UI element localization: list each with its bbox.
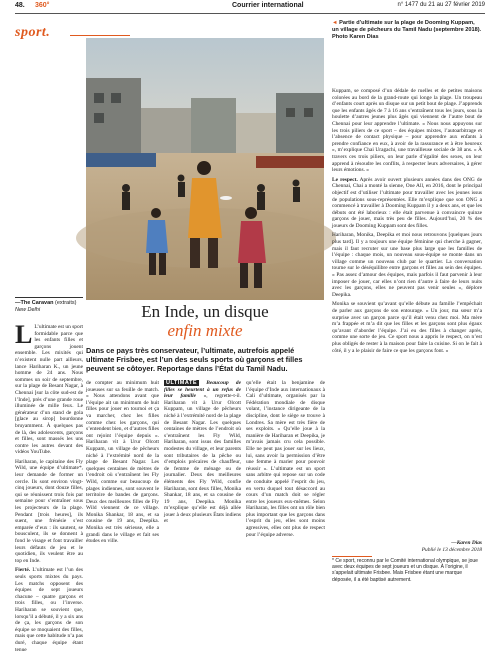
paragraph-2: Hariharan, le capitaine des Fly Wild, une équipe d’ultimate*, leur demande de former un cercle. Ils sont environ vingt-cinq joueurs, dont douze filles, qui se réunissent trois fois par semaine pour s’entraîner sous les projecteurs de la plage. Pendant [trois heures], ils suent, une frénésie s’est emparée d’eux : ils sautent, se bousculent, ils se donnent à fond le visage et font travailler leurs défauts de jeu et le quotidien, ils veulent être au top en Inde. — [15, 458, 83, 564]
caption-text: Partie d’ultimate sur la plage de Dooming Kuppam, un village de pêcheurs du Tamil Nadu (septembre 2018). Photo Karen Dias — [332, 20, 482, 40]
paragraph-1 — [15, 320, 83, 456]
article-lede: Dans ce pays très conservateur, l’ultimate, autrefois appelé ultimate Frisbee, est l’un des seuls sports où garçons et filles peuvent se côtoyer. Reportage dans l’État du Tamil Nadu. — [86, 346, 303, 373]
ultimate-tag: ULTIMATE — [166, 380, 197, 386]
photo-caption — [332, 20, 482, 41]
beach-scene-photo — [86, 38, 324, 300]
column-3-text: », regrette-t-il. Hariharan vit à Urur Olcott Kuppam, un village de pêcheurs niché à l’extrémité nord de la plage de Besant Nagar. Les quelques centaines de mètres de l’endroit où s’entraînent les Fly Wild, Hariharan, sont issus des familles modestes du village, et leur parents sont tributaires de la pêche ou d’emplois précaires de chauffeur, de femme de ménage ou de journalier. Deux des meilleures éléments des Fly Wild, confie Hariharan, sont deux filles, Monika Shankar, 18 ans, et sa cousine de 19 ans, Deepika. Monika m’explique qu’elle est déjà allée jouer à deux plusieurs États indiens et — [164, 393, 241, 525]
header-rule — [15, 13, 485, 14]
column-2 — [86, 380, 159, 586]
column-4-text: qu’elle était la benjamine de l’équipe d’Inde aux internationaux à Cali d’ultimate, organisés par la Fédération mondiale de disque volant, l’instance dirigeante de la discipline, dont le siège se trouve à Londres. Sa mère est très fière de ses exploits. « Qu’elle joue à la manière de Hariharan et Deepika, je m’avais jamais cru cela possible. Elle ne peut pas jouer sur les lieux, lui, sans avoir la permission d’être une femme à marier pour pouvoir réussir ». L’ultimate est un sport sans arbitre qui repose sur un code de conduite appelé l’esprit du jeu, en vertu duquel tout désaccord au cours d’un match doit se régler entre les joueurs eux-mêmes. Selon Hariharan, les filles ont un rôle bien plus important que les garçons dans l’esprit du jeu, elles sont moins agressives, elles ont plus de respect pour l’équipe adverse. — [246, 380, 325, 538]
paragraph-1-text: L’ultimate est un sport formidable parce que les enfants filles et garçons jouent ensemble. Les mixités qui n’existent nulle part ailleurs, lance Hariharan K., un jeune homme de 24 ans. Nous sommes un soir de septembre, sur la plage de Besant Nagar, à Chennai [sur la côte sud-est de l’Inde], près d’une grande roue illuminée de mille feux. Le générateur d’un stand de gola [glace au sirop] bourdonne bruyamment. À quelques pas de là, des adolescents, garçons et filles, sont massés les uns contre les autres devant des vidéos YouTube. — [15, 324, 83, 456]
column-5-para-2-lead: Le respect. — [332, 176, 358, 183]
publish-date: Publié le 13 décembre 2018 — [421, 547, 482, 553]
column-1 — [15, 320, 83, 653]
source-extra: (extraits) — [55, 300, 77, 306]
drop-cap: L — [15, 320, 33, 349]
column-5-para-4: Monika se souvient qu’avant qu’elle débute au famille l’empêchait de parler aux garçons de son entourage. « Un jour, ma sœur m’a surprise avec un garçon parce qu’il était venu chez moi. Ma mère m’a frappée et m’a dit que les filles et les garçons sont plus égaux qu’avant d’aborder l’équipe. J’ai eu des filles à changer après, comme une sorte de jeu. Ce sport nous a appris le respect, on n’est plus obligés de rester à la maison pour faire la cuisine. Si on le fait à côté, il y a le plaisir de faire ce que les garçons font. » — [332, 301, 482, 354]
article-signature — [332, 540, 482, 554]
section-dash — [70, 35, 130, 36]
article-headline — [86, 302, 324, 340]
issue-info: n° 1477 du 21 au 27 février 2019 — [397, 2, 485, 8]
footnote-rule — [332, 556, 372, 557]
paragraph-3-text: L’ultimate est l’un des seuls sports mixtes du pays. Les matchs opposent des équipes de sept joueurs chacune – quatre garçons et trois filles, ou l’inverse. Hariharan se souvient que, lorsqu’il a débuté, il y a six ans de ça, les garçons de son équipe se moquaient des filles, mais que cette habitude n’a pas duré, chaque équipe étant tenue — [15, 567, 83, 653]
publication-name: Courrier international — [232, 2, 304, 9]
page-number: 48. — [15, 2, 25, 9]
column-5 — [332, 88, 482, 538]
column-3 — [164, 380, 241, 586]
main-photo — [86, 38, 324, 300]
column-5-para-2 — [332, 177, 482, 230]
source-credit — [15, 300, 83, 314]
author-name: —Karen Dias — [451, 540, 482, 546]
section-title: sport. — [15, 25, 51, 40]
source-city: New Delhi — [15, 307, 41, 313]
credit-rule — [15, 297, 83, 298]
footnote: * Ce sport, reconnu par le Comité international olympique, se joue avec deux équipes de sept joueurs et un disque. À l’origine, il s’appelait ultimate Frisbee. Mais Frisbee étant une marque déposée, il a été baptisé autrement. — [332, 558, 478, 583]
headline-line-2: enfin mixte — [167, 321, 243, 340]
source-name: —The Caravan — [15, 300, 54, 306]
column-5-para-1: Kuppam, se composé d’un dédale de ruelles et de petites maisons colorées au bord de la grand-route qui longe la plage. Un troupeau d’enfants court après un disque sur un petit bout de plage. J’apprends que les enfants âgés de 7 à 16 ans s’entraînent tous les jours, sous la houlette d’autres jeunes plus âgés qui viennent de l’autre bout de Chennai pour leur apprendre l’ultimate. « Nous nous appuyons sur les trois piliers de ce sport – des équipes mixtes, l’autoarbitrage et l’absence de contact physique – pour apprendre aux enfants à prendre confiance en eux, à avoir de la rassurance et à être heureux », m’explique Chai Uragachi, une travailleuse sociale de 38 ans. « À travers ces trois piliers, on leur parle d’égalité des sexes, on leur apprend à résoudre les conflits, à respecter leurs adversaires, à gérer leurs émotions. » — [332, 88, 482, 174]
paragraph-3-lead: Fierté. — [15, 567, 31, 574]
section-badge: 360° — [35, 2, 50, 9]
column-2-text: de compter au minimum huit joueuses sur sa feuille de match. « Nous attendons avant que l’équipe ait un minimum de huit filles pour jouer en tournoi et ça va marcher, chez les filles comme chez les garçons, qui s’entendent bien, et d’autres filles ont rejoint l’équipe depuis ». Hariharan vit à Urur Olcott Kuppam, un village de pêcheurs niché à l’extrémité nord de la plage de Besant Nagar. Les quelques centaines de mètres de l’endroit où s’entraînent les Fly Wild, comme sur beaucoup de plages indiennes, sont souvent le territoire de bandes de garçons. Deux des meilleures filles de Fly Wild viennent de ce village. Monika Shankar, 18 ans, et sa cousine de 19 ans, Deepika. Monika est très sérieuse, elle a grandi dans le village et fait ses études en ville. — [86, 380, 159, 545]
column-4 — [246, 380, 325, 586]
paragraph-3 — [15, 567, 83, 653]
column-3-pullquote: Beaucoup de filles se heurtent à un refus de leur famille — [164, 380, 241, 400]
headline-line-1: En Inde, un disque — [141, 302, 269, 321]
column-5-para-2-text: Après avoir ouvert plusieurs années dans des ONG de Chennai, Chai a monté la sienne, One All, en 2016, dont le principal objectif est d’utiliser l’ultimate pour travailler avec les jeunes issus de populations sous-représentées. Elle m’explique que son ONG a commencé à travailler à Dooming Kuppam il y a deux ans, et que les débuts ont été laborieux : elle était parvenue à convaincre quinze garçons de jouer, mais très peu de filles. Aujourd’hui, 20 % des joueurs de Dooming Kuppam sont des filles. — [332, 176, 482, 229]
column-5-para-3: Hariharan, Monika, Deepika et moi nous retrouvons [quelques jours plus tard]. Il y a toujours une équipe féminine qui cherche à gagner, mais il faut recruter sur une base plus large que les familles de l’équipe : chaque mois, un nouveau sous-équipe se monte dans un village comme un nouveau club par le quartier. La conversation tourne sur le déséquilibre entre garçons et filles au sein des équipes. « Pas assez d’amour des équipes, mais parfois il faut parvenir à leur imposer de jouer, car elles n’ont rien d’autre à faire de leurs nuits avec les garçons, elles ne peuvent pas venir seules », déplore Deepika. — [332, 232, 482, 298]
caption-arrow-icon: ◄ — [332, 20, 338, 26]
page-header — [15, 0, 485, 14]
